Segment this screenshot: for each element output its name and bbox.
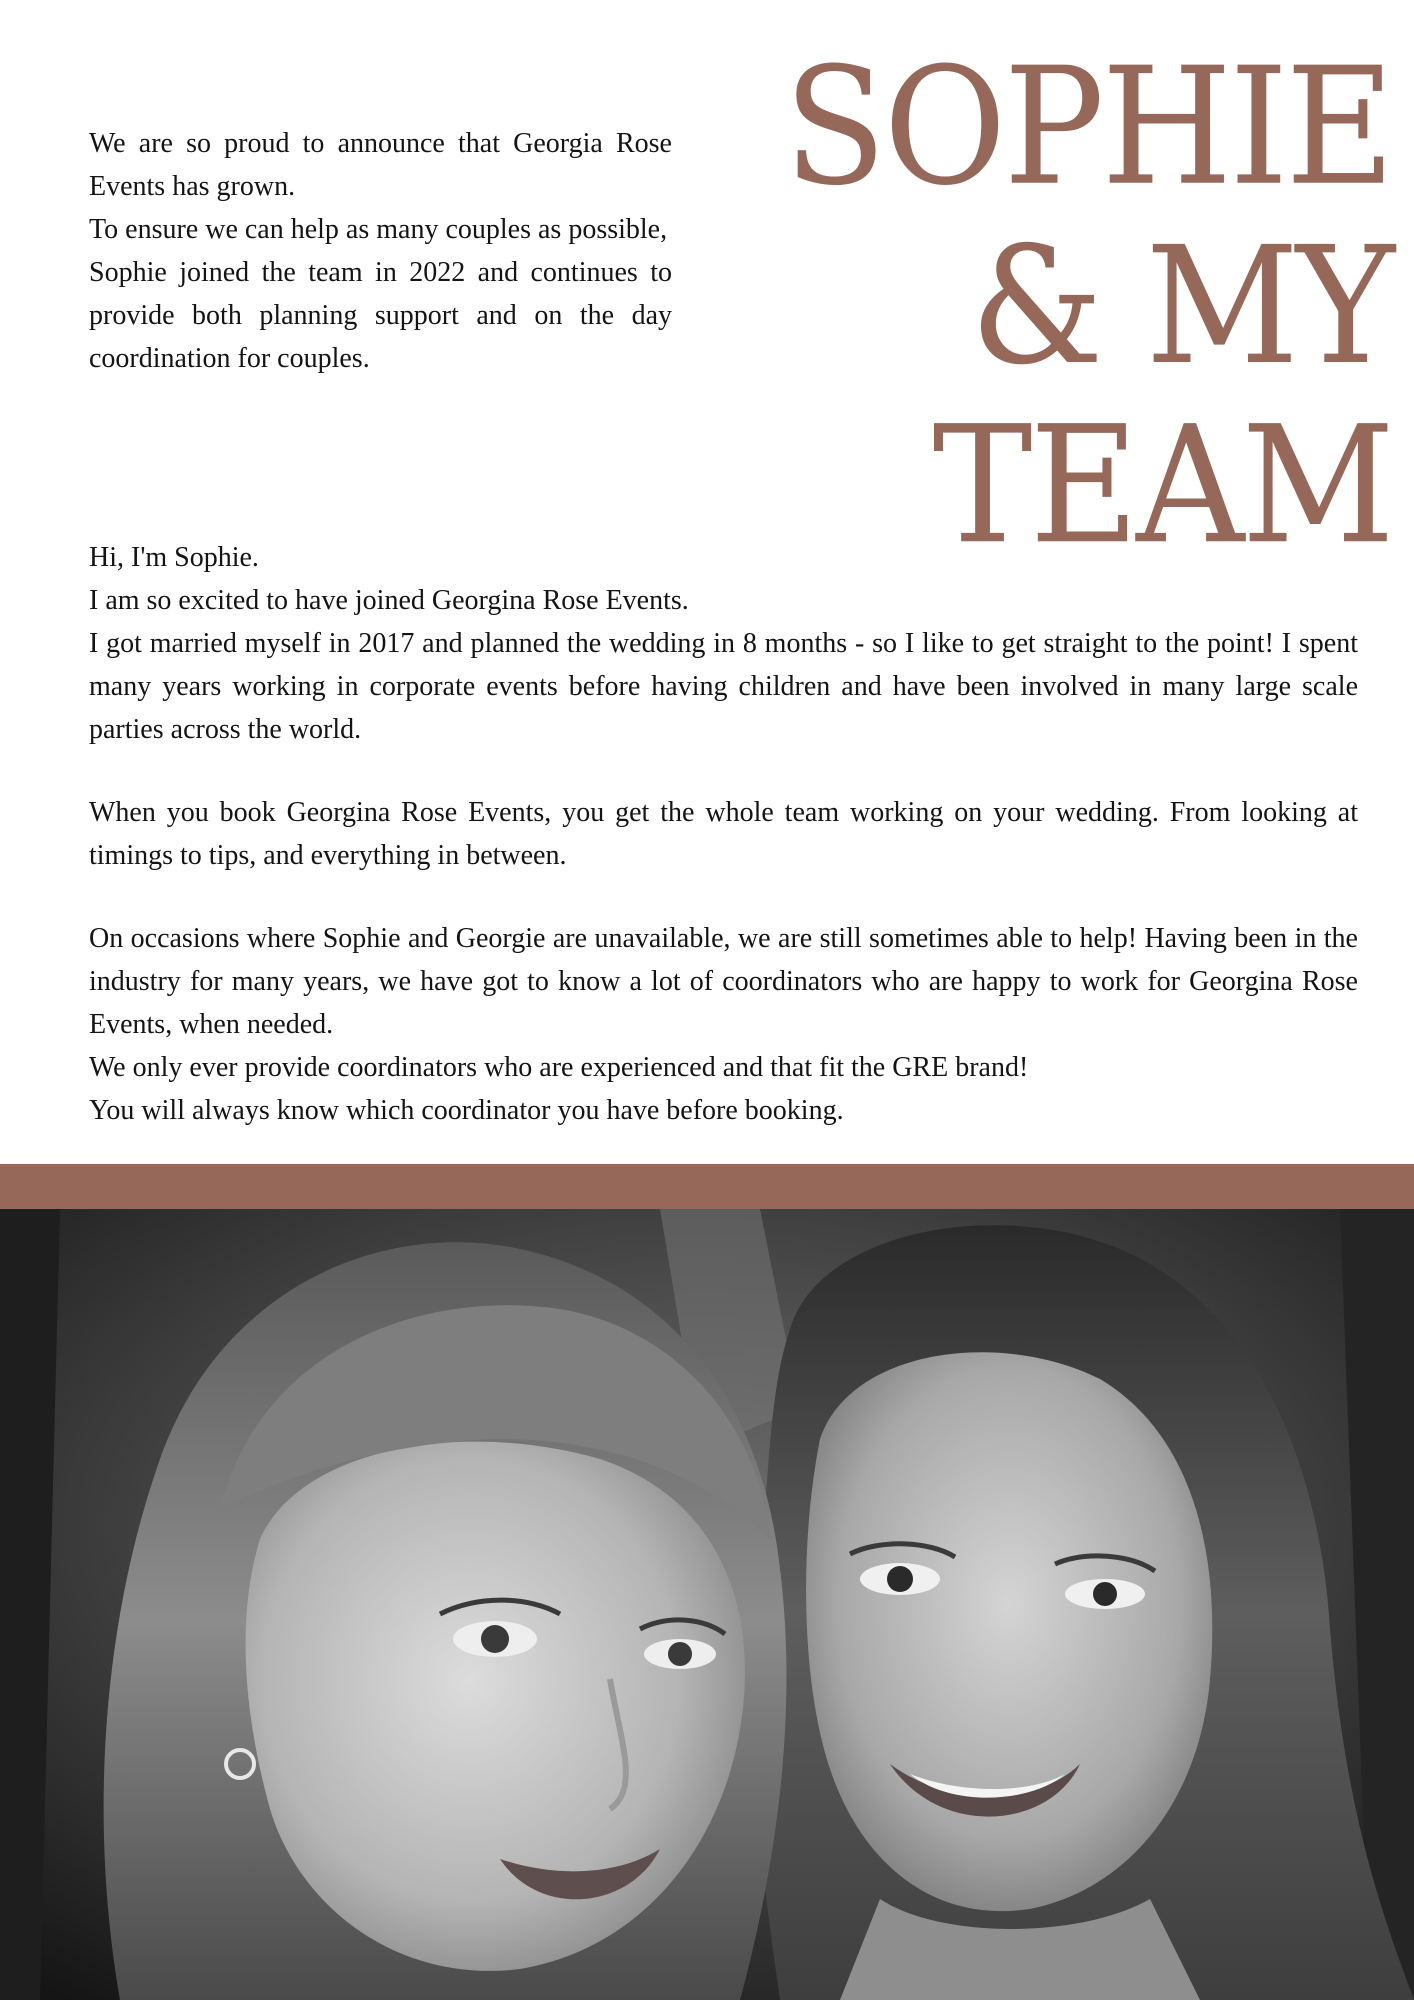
intro-line: To ensure we can help as many couples as possible,: [89, 214, 668, 245]
body-paragraph: We only ever provide coordinators who are experienced and that fit the GRE brand!: [89, 1052, 1029, 1083]
body-paragraph: You will always know which coordinator you have before booking.: [89, 1095, 844, 1126]
intro-text: [89, 122, 672, 380]
body-paragraph: On occasions where Sophie and Georgie are unavailable, we are still sometimes able to help! Having been in the industry for many years, we have got to know a lot of coordinators who are happy to work for Georgina Rose Events, when needed.: [89, 923, 1358, 1040]
accent-band: [0, 1164, 1414, 1209]
title-line-2: & MY: [970, 212, 1392, 401]
team-photo: [0, 1209, 1414, 2000]
body-text: [89, 536, 1358, 1132]
body-paragraph: I got married myself in 2017 and planned the wedding in 8 months - so I like to get straight to the point! I spent many years working in corporate events before having children and have been involved in many large scale parties across the world.: [89, 628, 1358, 745]
intro-line: We are so proud to announce that Georgia Rose Events has grown.: [89, 128, 672, 202]
body-paragraph: When you book Georgina Rose Events, you get the whole team working on your wedding. From looking at timings to tips, and everything in between.: [89, 797, 1358, 871]
page-title: [692, 33, 1392, 581]
intro-line: Sophie joined the team in 2022 and continues to provide both planning support and on the day coordination for couples.: [89, 257, 672, 374]
team-photo-illustration: [0, 1209, 1414, 2000]
body-paragraph: I am so excited to have joined Georgina Rose Events.: [89, 585, 689, 616]
title-line-3: TEAM: [932, 392, 1392, 581]
title-line-1: SOPHIE: [783, 33, 1392, 222]
body-paragraph: Hi, I'm Sophie.: [89, 542, 259, 573]
